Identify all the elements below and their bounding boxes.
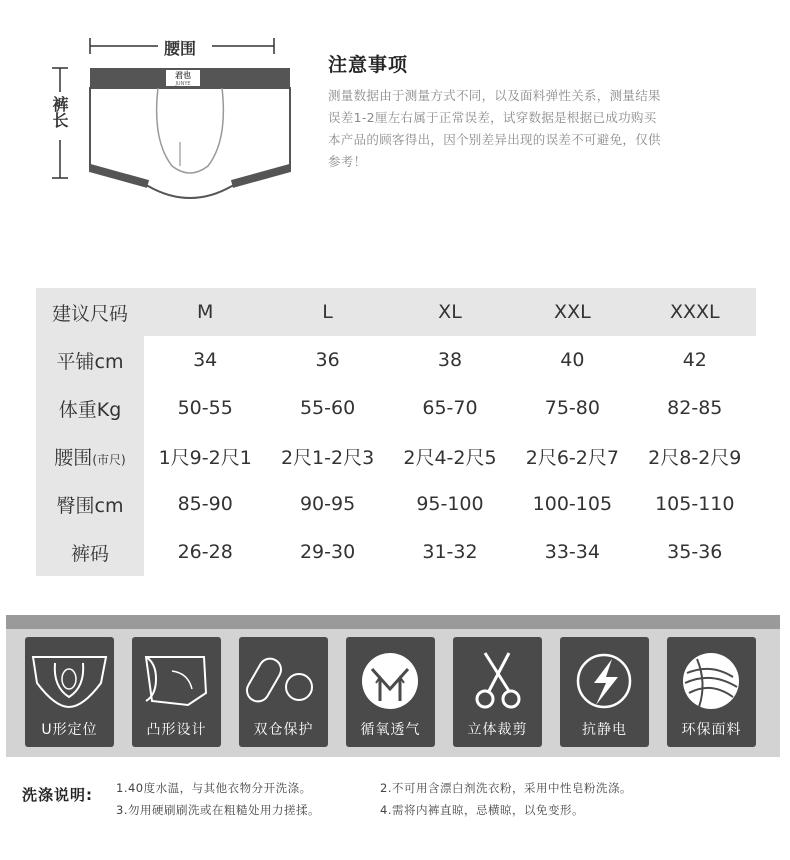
size-table [36, 288, 756, 576]
table-cell: 38 [437, 349, 463, 371]
table-row [36, 480, 756, 528]
size-col-header: M [144, 288, 266, 336]
table-cell: 100-105 [532, 493, 613, 515]
wash-item: 1.40度水温，与其他衣物分开洗涤。 [116, 781, 312, 795]
feature-double-chamber [239, 637, 328, 747]
notice-line: 测量数据由于测量方式不同，以及面料弹性关系，测量结果 [328, 88, 661, 103]
length-label: 裤长 [50, 96, 69, 128]
table-cell: 2尺8-2尺9 [648, 446, 742, 469]
size-col-header: XXXL [634, 288, 756, 336]
feature-convex-design [132, 637, 221, 747]
row-label-text: 腰围 [54, 446, 93, 469]
wash-title: 洗涤说明: [22, 786, 93, 804]
double-chamber-icon [239, 643, 328, 715]
table-cell: 40 [560, 349, 585, 371]
table-cell: 2尺1-2尺3 [280, 446, 375, 469]
feature-eco-fabric [667, 637, 756, 747]
breathable-icon [346, 643, 435, 715]
table-cell: 65-70 [422, 397, 478, 419]
table-row [36, 528, 756, 576]
notice-line: 参考！ [328, 154, 367, 169]
feature-label: 凸形设计 [146, 722, 207, 738]
table-cell: 82-85 [667, 397, 723, 419]
convex-shape-icon [132, 643, 221, 715]
notice-title: 注意事项 [328, 54, 409, 76]
table-header-row [36, 288, 756, 336]
table-cell: 2尺4-2尺5 [403, 446, 497, 469]
underwear-diagram [40, 30, 300, 230]
eco-yarn-icon [667, 643, 756, 715]
row-label-text: 平铺cm [56, 350, 124, 373]
table-cell: 29-30 [299, 541, 356, 563]
table-cell: 33-34 [544, 541, 600, 563]
brand-mark [166, 70, 200, 86]
row-label-text: 臀围cm [56, 494, 124, 517]
features-band [6, 615, 780, 757]
notice-line: 本产品的顾客得出，因个别差异出现的误差不可避免，仅供 [328, 132, 661, 147]
table-row [36, 384, 756, 432]
table-cell: 26-28 [177, 541, 233, 563]
size-col-header: XL [389, 288, 511, 336]
feature-label: U形定位 [41, 722, 98, 738]
feature-u-position [25, 637, 114, 747]
table-row [36, 336, 756, 384]
notice-line: 误差1-2厘左右属于正常误差，试穿数据是根据已成功购买 [328, 110, 657, 125]
table-cell: 36 [315, 349, 340, 371]
scissors-icon [453, 643, 542, 715]
table-cell: 31-32 [422, 541, 478, 563]
table-cell: 85-90 [177, 493, 233, 515]
u-pouch-icon [25, 643, 114, 715]
feature-label: 循氧透气 [360, 722, 421, 738]
table-cell: 34 [193, 349, 218, 371]
brand-sub: JUNYE [175, 81, 191, 87]
row-label [36, 480, 144, 528]
feature-breathable [346, 637, 435, 747]
table-cell: 95-100 [416, 493, 484, 515]
row-label-text: 裤码 [70, 542, 109, 565]
feature-label: 抗静电 [582, 722, 627, 738]
feature-3d-cutting [453, 637, 542, 747]
table-cell: 1尺9-2尺1 [158, 446, 252, 469]
feature-antistatic [560, 637, 649, 747]
table-cell: 35-36 [667, 541, 723, 563]
features-top-strip [6, 615, 780, 629]
header-label: 建议尺码 [36, 288, 144, 336]
wash-item: 2.不可用含漂白剂洗衣粉，采用中性皂粉洗涤。 [380, 781, 632, 795]
notice-section [328, 50, 758, 173]
table-cell: 105-110 [655, 493, 735, 515]
size-col-header: XXL [511, 288, 633, 336]
row-label [36, 384, 144, 432]
row-label [36, 432, 144, 480]
row-label [36, 336, 144, 384]
feature-label: 立体裁剪 [467, 722, 528, 738]
row-label-text: 体重Kg [58, 398, 122, 421]
notice-body [328, 85, 758, 173]
antistatic-icon [560, 643, 649, 715]
table-row [36, 432, 756, 480]
wash-item: 4.需将内裤直晾，忌横晾，以免变形。 [380, 803, 584, 817]
waist-label: 腰围 [164, 39, 197, 58]
wash-item: 3.勿用硬刷刷洗或在粗糙处用力搓揉。 [116, 803, 320, 817]
table-cell: 50-55 [177, 397, 233, 419]
table-cell: 55-60 [299, 397, 356, 419]
feature-label: 双仓保护 [253, 722, 314, 738]
underwear-outline-icon [40, 30, 300, 230]
table-cell: 42 [682, 349, 707, 371]
row-label-unit: (市尺) [92, 452, 126, 467]
wash-instructions [22, 778, 782, 838]
table-cell: 2尺6-2尺7 [525, 446, 619, 469]
table-cell: 90-95 [299, 493, 356, 515]
size-col-header: L [266, 288, 388, 336]
table-cell: 75-80 [544, 397, 600, 419]
brand-name: 君也 [175, 71, 191, 80]
feature-label: 环保面料 [681, 722, 742, 738]
row-label [36, 528, 144, 576]
